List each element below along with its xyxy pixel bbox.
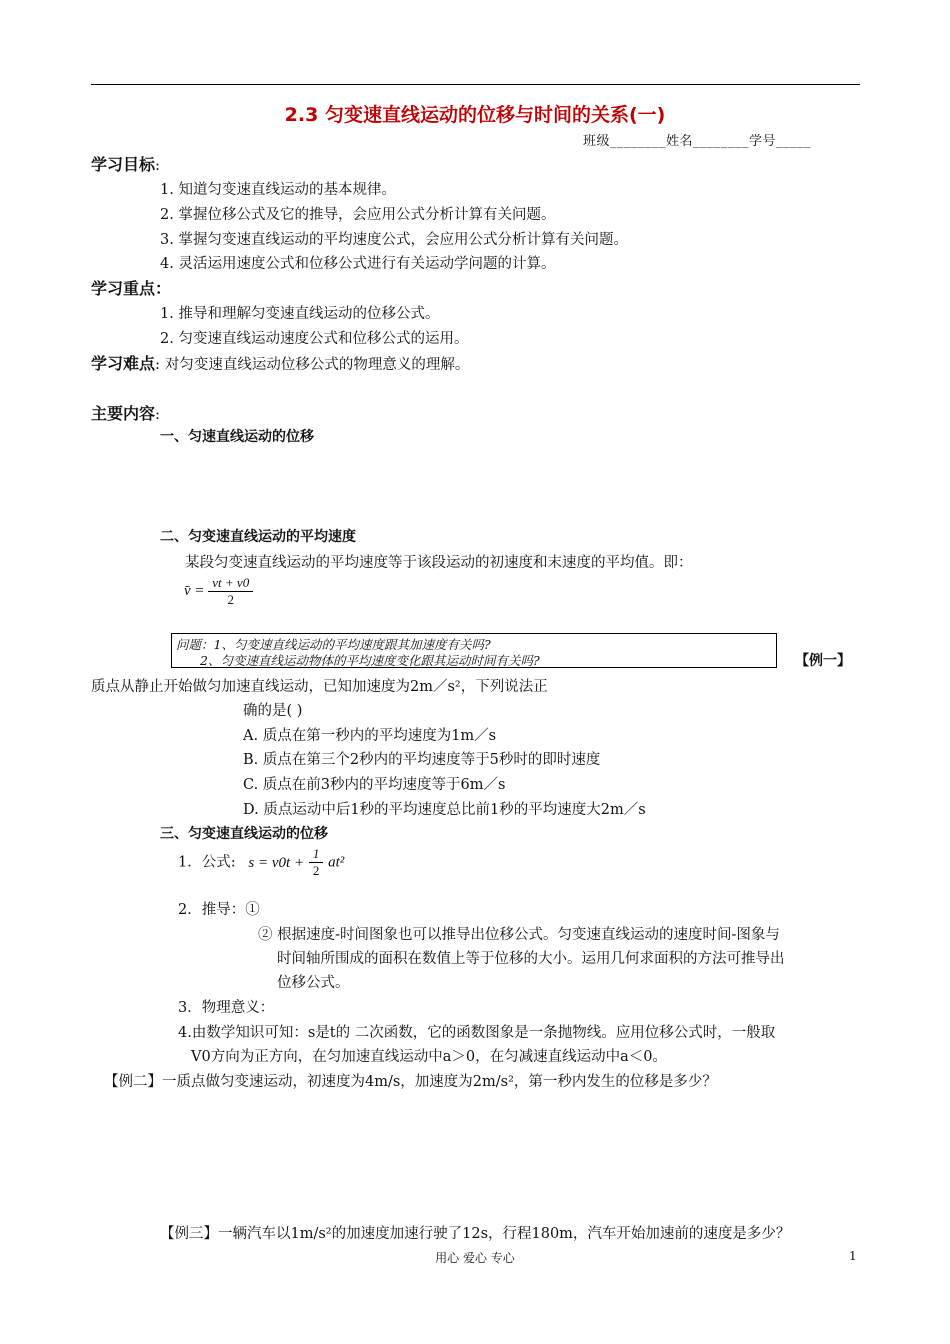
question-box: [171, 633, 777, 668]
difficulty-heading: 学习难点: [91, 354, 156, 373]
derive-label: 2．推导：①: [178, 902, 260, 918]
derive-line-2: 时间轴所围成的面积在数值上等于位移的大小。运用几何求面积的方法可推导出: [277, 951, 785, 967]
section-2-text: 某段匀变速直线运动的平均速度等于该段运动的初速度和末速度的平均值。即：: [185, 555, 693, 571]
derive-line-3: 位移公式。: [277, 975, 350, 991]
example-1-label: 【例一】: [795, 653, 851, 669]
main-heading: 主要内容: [91, 404, 156, 423]
avg-formula-lhs: v̄ =: [184, 582, 205, 599]
key-points-heading: 学习重点：: [91, 279, 172, 298]
physical-meaning-label: 3．物理意义：: [178, 1000, 275, 1016]
goal-item-2: 2. 掌握位移公式及它的推导，会应用公式分析计算有关问题。: [160, 207, 556, 223]
goal-item-4: 4. 灵活运用速度公式和位移公式进行有关运动学问题的计算。: [160, 256, 556, 272]
displacement-formula-denominator: 2: [312, 863, 320, 878]
footer-motto: 用心 爱心 专心: [435, 1251, 515, 1265]
question-line-2: 2、匀变速直线运动物体的平均速度变化跟其运动时间有关吗?: [200, 653, 540, 668]
main-heading-row: [91, 401, 160, 424]
example-1-stem-2: 确的是( ): [243, 703, 303, 719]
displacement-formula-lhs: s = v0t +: [248, 854, 305, 871]
section-1-heading: 一、匀速直线运动的位移: [160, 429, 314, 445]
main-colon: :: [155, 405, 161, 423]
page-number: 1: [849, 1249, 857, 1263]
displacement-formula-rhs: at²: [328, 854, 345, 871]
avg-formula-fraction: [208, 575, 253, 608]
displacement-formula-numerator: 1: [309, 846, 324, 863]
example-1-option-b: B. 质点在第三个2秒内的平均速度等于5秒时的即时速度: [243, 752, 601, 768]
header-rule: [91, 84, 860, 85]
example-2: 【例二】一质点做匀变速运动，初速度为4m/s，加速度为2m/s²，第一秒内发生的位移是多少？: [104, 1074, 717, 1090]
section-2-heading: 二、匀变速直线运动的平均速度: [160, 529, 356, 545]
difficulty-text: 对匀变速直线运动位移公式的物理意义的理解。: [164, 357, 470, 373]
displacement-formula-row: [178, 846, 344, 879]
question-line-1: 问题：1、匀变速直线运动的平均速度跟其加速度有关吗?: [176, 637, 491, 652]
goal-item-3: 3. 掌握匀变速直线运动的平均速度公式，会应用公式分析计算有关问题。: [160, 232, 628, 248]
goals-colon: :: [155, 156, 161, 174]
formula-label: 1．公式:: [178, 854, 236, 871]
math-note-line-2: V0方向为正方向，在匀加速直线运动中a＞0，在匀减速直线运动中a＜0。: [191, 1049, 667, 1065]
class-name-number-line: 班级________姓名________学号_____: [583, 134, 812, 149]
example-1-option-c: C. 质点在前3秒内的平均速度等于6m／s: [243, 777, 506, 793]
example-1-option-d: D. 质点运动中后1秒的平均速度总比前1秒的平均速度大2m／s: [243, 802, 646, 818]
difficulty-colon: :: [155, 355, 161, 373]
page-title: 2.3 匀变速直线运动的位移与时间的关系(一): [284, 104, 666, 126]
section-3-heading: 三、匀变速直线运动的位移: [160, 826, 328, 842]
difficulty-row: [91, 351, 469, 374]
avg-formula-numerator: vt + v0: [208, 575, 253, 592]
goals-heading-row: [91, 152, 160, 175]
example-3: 【例三】一辆汽车以1m/s²的加速度加速行驶了12s，行程180m，汽车开始加速前的速度是多少？: [160, 1226, 791, 1242]
derive-line-1: ② 根据速度-时间图象也可以推导出位移公式。匀变速直线运动的速度时间-图象与: [258, 927, 780, 943]
example-1-stem-1: 质点从静止开始做匀加速直线运动，已知加速度为2m／s²，下列说法正: [91, 679, 548, 695]
key-point-1: 1. 推导和理解匀变速直线运动的位移公式。: [160, 306, 440, 322]
goal-item-1: 1. 知道匀变速直线运动的基本规律。: [160, 182, 396, 198]
avg-formula-denominator: 2: [227, 592, 234, 607]
math-note-line-1: 4.由数学知识可知：s是t的 二次函数，它的函数图象是一条抛物线。应用位移公式时，一般取: [178, 1025, 776, 1041]
key-point-2: 2. 匀变速直线运动速度公式和位移公式的运用。: [160, 331, 469, 347]
average-velocity-formula: [184, 575, 253, 608]
example-1-option-a: A. 质点在第一秒内的平均速度为1m／s: [243, 728, 497, 744]
displacement-formula-fraction: [309, 846, 324, 879]
goals-heading: 学习目标: [91, 155, 156, 174]
